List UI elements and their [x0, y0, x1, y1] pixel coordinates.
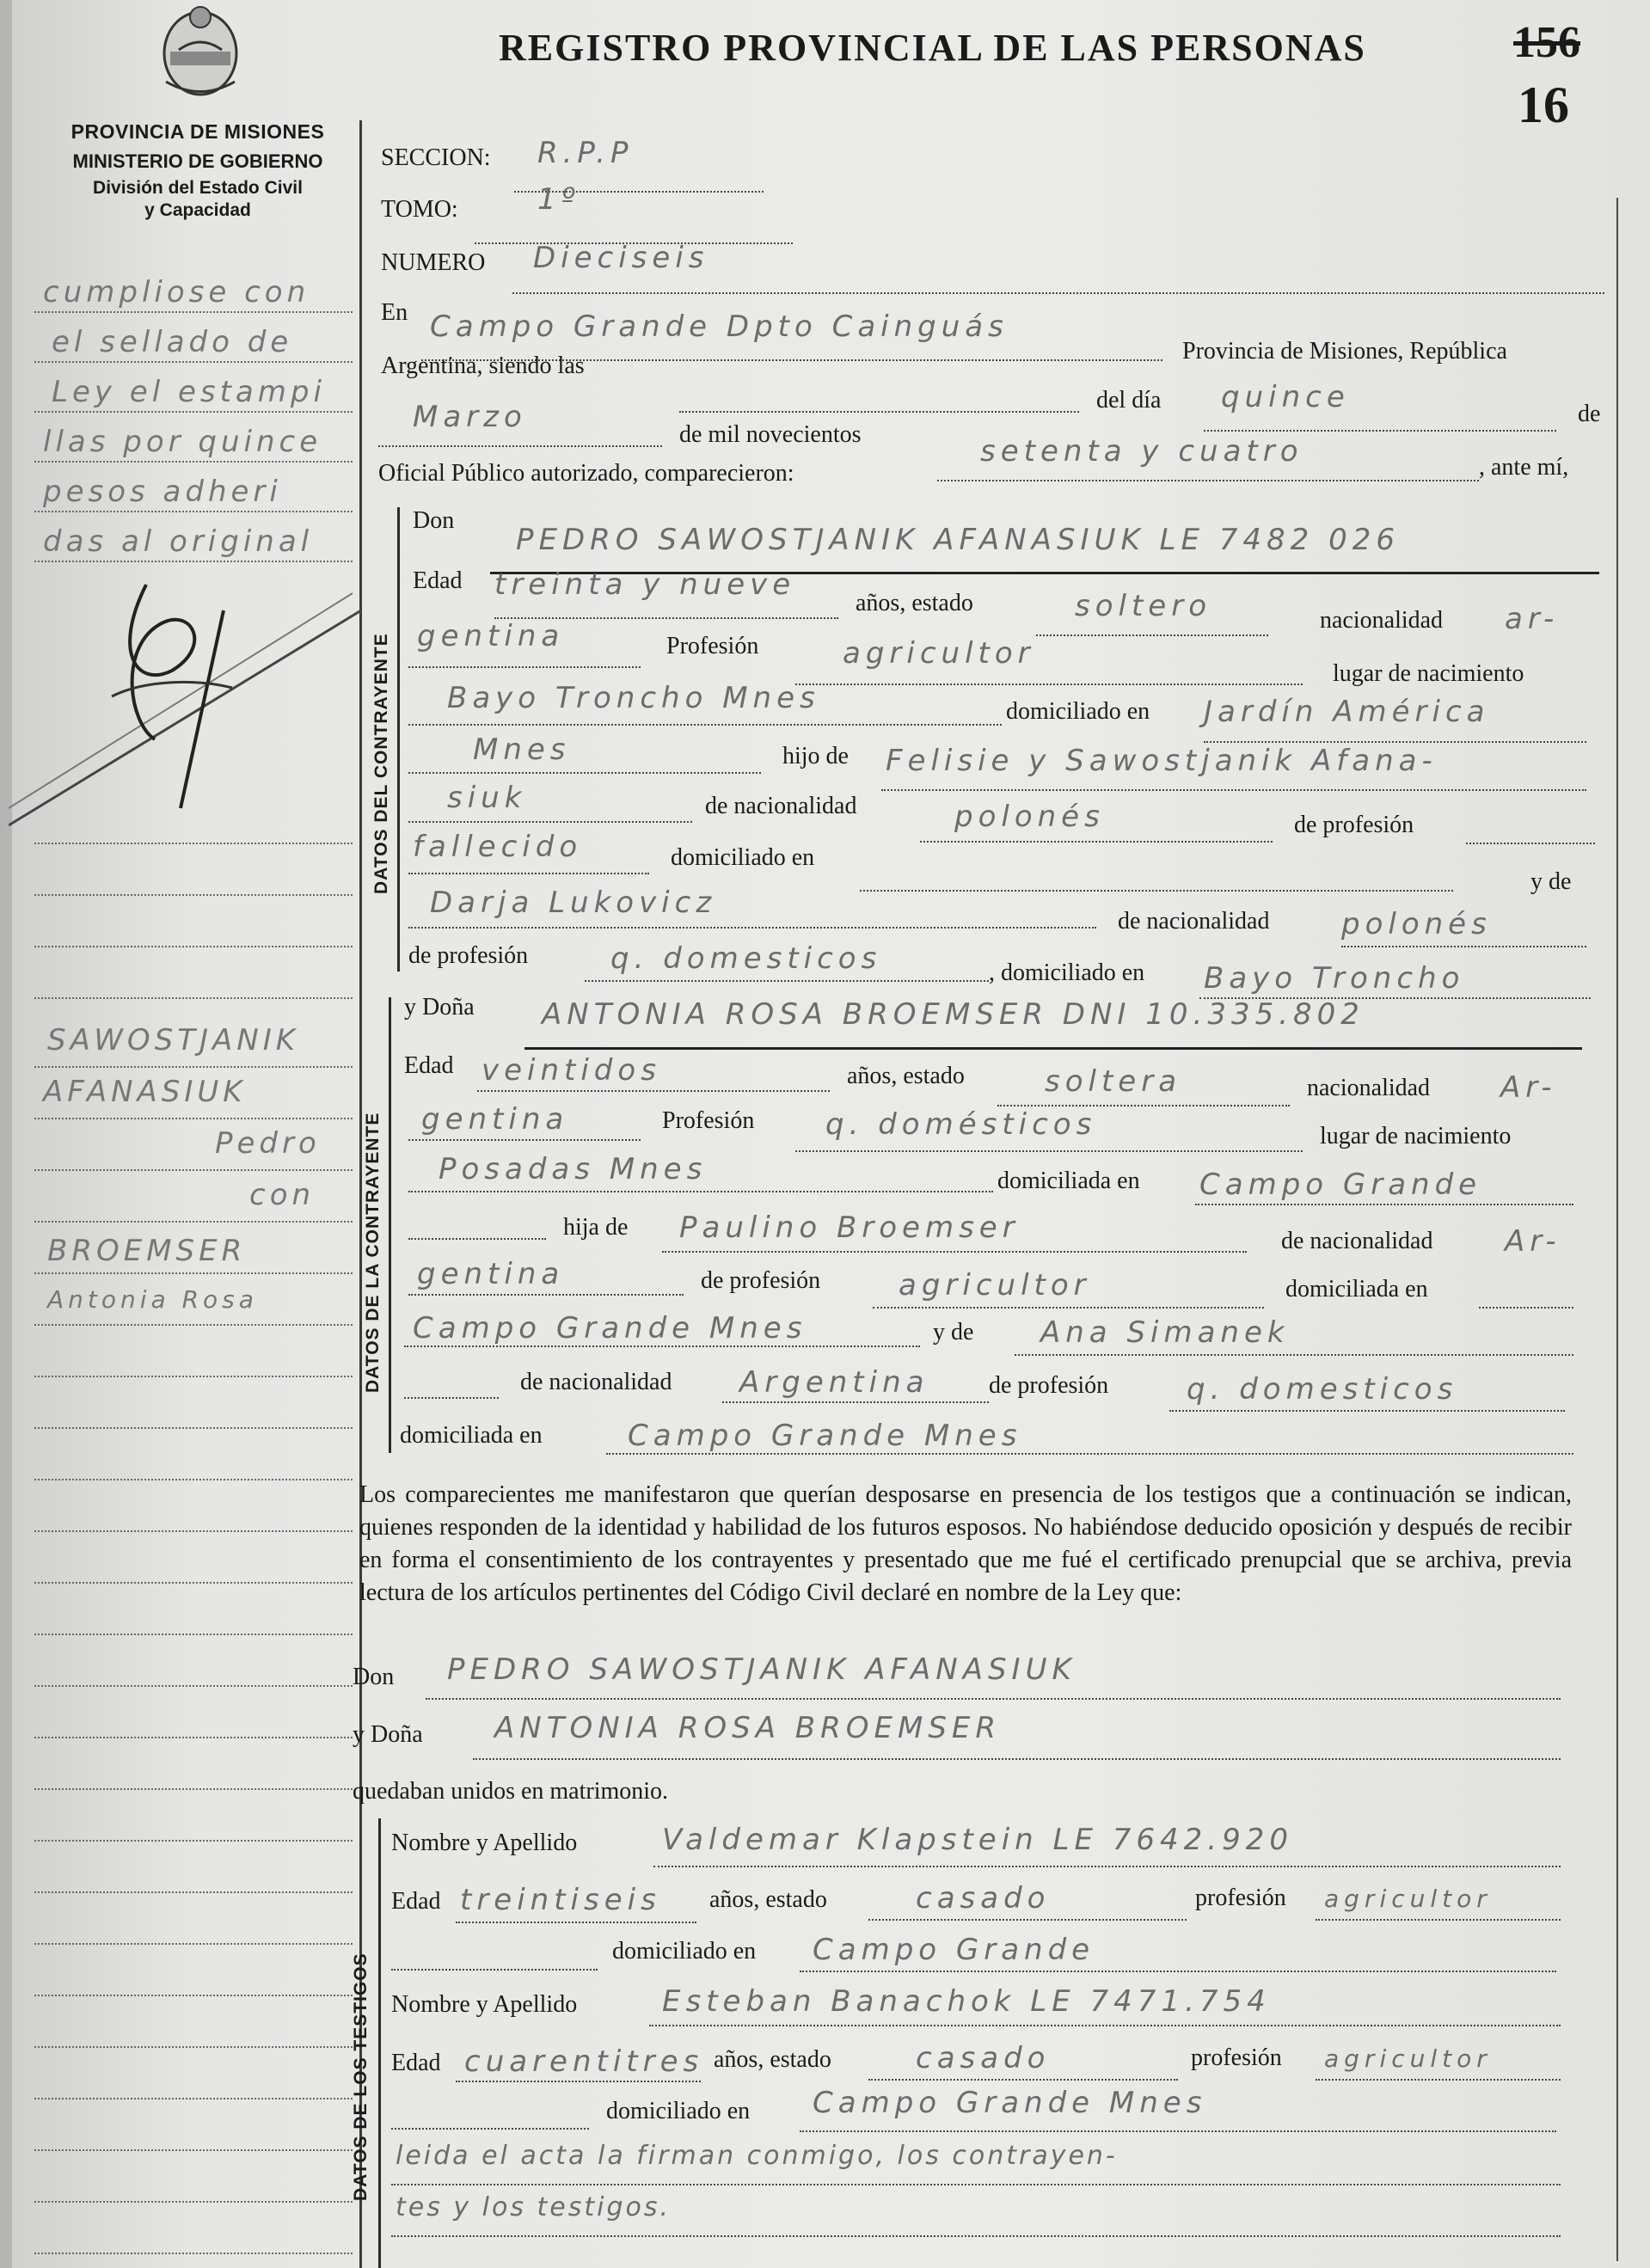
quedaban-label: quedaban unidos en matrimonio.	[353, 1778, 669, 1805]
profesion-value: agricultor	[843, 636, 1035, 671]
page-title: REGISTRO PROVINCIAL DE LAS PERSONAS	[499, 27, 1366, 69]
division-label: División del Estado Civil	[93, 178, 303, 198]
province-label: PROVINCIA DE MISIONES	[71, 120, 325, 143]
closing-note-2: tes y los testigos.	[396, 2192, 672, 2222]
de-profesion-label-2: de profesión	[408, 942, 529, 969]
de-nacionalidad-label-4: de nacionalidad	[520, 1369, 672, 1395]
margin-name-3: Pedro	[215, 1126, 321, 1161]
anos-estado-label: años, estado	[856, 590, 973, 616]
y-dona-label: y Doña	[404, 994, 475, 1021]
t2-nombre-value: Esteban Banachok LE 7471.754	[662, 1984, 1271, 2019]
t1-nombre-value: Valdemar Klapstein LE 7642.920	[662, 1823, 1293, 1857]
margin-note-1: cumpliose con	[43, 275, 310, 310]
de-nacionalidad-label-3: de nacionalidad	[1281, 1228, 1433, 1254]
nacionalidad-label-2: nacionalidad	[1307, 1075, 1431, 1101]
edad-label-2: Edad	[404, 1052, 454, 1079]
edad-label-3: Edad	[391, 1888, 441, 1915]
margin-name-2: AFANASIUK	[43, 1075, 247, 1109]
seccion-label: SECCION:	[381, 144, 491, 171]
domiciliado-label-3: , domiciliado en	[989, 959, 1145, 986]
madre-value: Darja Lukovicz	[430, 886, 717, 920]
page-edge	[0, 0, 12, 2268]
tomo-label: TOMO:	[381, 196, 458, 223]
t1-prof-value: agricultor	[1324, 1885, 1492, 1913]
numero-value: Dieciseis	[533, 241, 709, 275]
ante-mi-label: , ante mí,	[1479, 454, 1569, 481]
dona-padre-nac-value-2: gentina	[417, 1257, 565, 1291]
margin-note-4: llas por quince	[43, 425, 322, 459]
padre-value-2: siuk	[447, 781, 527, 815]
folio-number: 16	[1518, 77, 1569, 133]
nombre-apellido-label-2: Nombre y Apellido	[391, 1991, 578, 2018]
side-label-contrayente-f: DATOS DE LA CONTRAYENTE	[363, 1112, 383, 1393]
dona-padre-nac-value: Ar-	[1505, 1224, 1561, 1259]
domiciliada-label-2: domiciliada en	[1285, 1276, 1428, 1303]
dona-padre-prof-value: agricultor	[899, 1268, 1091, 1303]
t2-edad-value: cuarentitres	[464, 2044, 704, 2079]
de-profesion-label-4: de profesión	[989, 1372, 1109, 1399]
edad-label: Edad	[413, 567, 463, 594]
dona-lugar-value: Posadas Mnes	[439, 1152, 708, 1186]
edad-value: treinta y nueve	[494, 567, 796, 602]
profesion-label-2: Profesión	[662, 1107, 755, 1134]
madre-prof-value: q. domesticos	[610, 941, 882, 976]
argentina-label: Argentina, siendo las	[381, 352, 585, 379]
dona-nac-value: Ar-	[1500, 1070, 1557, 1105]
y-dona-label-2: y Doña	[353, 1721, 423, 1748]
padre-nac-value: polonés	[954, 800, 1105, 834]
dona-nac-value-2: gentina	[421, 1102, 569, 1137]
t2-prof-value: agricultor	[1324, 2044, 1492, 2073]
nacionalidad-value: ar-	[1505, 602, 1560, 636]
dona-value: ANTONIA ROSA BROEMSER DNI 10.335.802	[542, 997, 1365, 1032]
margin-divider	[359, 120, 362, 2268]
margin-note-3: Ley el estampi	[52, 375, 326, 409]
don-value: PEDRO SAWOSTJANIK AFANASIUK LE 7482 026	[516, 523, 1401, 557]
padre-prof-value: fallecido	[413, 830, 583, 864]
dona-edad-value: veintidos	[482, 1053, 661, 1088]
margin-name-5: BROEMSER	[47, 1234, 247, 1268]
folio-number-crossed: 156	[1513, 18, 1580, 67]
dona-dom-value: Campo Grande	[1199, 1168, 1482, 1202]
anos-estado-label-3: años, estado	[709, 1886, 827, 1913]
margin-name-6: Antonia Rosa	[47, 1285, 258, 1314]
en-value: Campo Grande Dpto Cainguás	[430, 310, 1009, 344]
nacionalidad-label: nacionalidad	[1320, 607, 1444, 634]
anio-value: setenta y cuatro	[980, 434, 1303, 469]
domiciliado-label-2: domiciliado en	[671, 844, 815, 871]
domicilio-value: Jardín América	[1204, 695, 1490, 729]
margin-name-1: SAWOSTJANIK	[47, 1023, 300, 1057]
profesion-label-3: profesión	[1195, 1885, 1286, 1911]
t2-estado-value: casado	[916, 2041, 1051, 2075]
en-label: En	[381, 299, 408, 326]
de-nacionalidad-label: de nacionalidad	[705, 793, 857, 819]
hijo-de-label: hijo de	[782, 743, 849, 769]
lugar-nac-value: Bayo Troncho Mnes	[447, 681, 820, 715]
de-profesion-label: de profesión	[1294, 812, 1414, 838]
margin-note-2: el sellado de	[52, 325, 293, 359]
tomo-value: 1º	[537, 182, 580, 217]
side-label-testigos: DATOS DE LOS TESTIGOS	[351, 1952, 371, 2201]
hija-de-label: hija de	[563, 1214, 629, 1241]
profesion-label: Profesión	[666, 633, 759, 659]
de-mil-label: de mil novecientos	[679, 421, 862, 448]
domiciliado-label: domiciliado en	[1006, 698, 1150, 725]
domiciliado-label-5: domiciliado en	[606, 2098, 751, 2124]
dona-madre-nac-value: Argentina	[739, 1365, 929, 1400]
dona-padre-dom-value: Campo Grande Mnes	[413, 1311, 807, 1345]
dia-value: quince	[1221, 380, 1350, 414]
domiciliada-label: domiciliada en	[997, 1168, 1140, 1194]
de-profesion-label-3: de profesión	[701, 1267, 821, 1294]
anos-estado-label-4: años, estado	[714, 2046, 831, 2073]
t2-dom-value: Campo Grande Mnes	[813, 2086, 1207, 2120]
edad-label-4: Edad	[391, 2050, 441, 2076]
nacionalidad-value-2: gentina	[417, 619, 565, 653]
domicilio-value-2: Mnes	[473, 733, 571, 767]
right-border	[1616, 198, 1618, 2261]
don-label-2: Don	[353, 1664, 395, 1690]
mes-value: Marzo	[413, 400, 527, 434]
oficial-label: Oficial Público autorizado, comparecieron:	[378, 460, 794, 487]
t1-edad-value: treintiseis	[460, 1883, 661, 1917]
decl-dona-value: ANTONIA ROSA BROEMSER	[494, 1711, 1002, 1745]
de-label: de	[1578, 401, 1601, 427]
division-label-2: y Capacidad	[144, 200, 251, 220]
de-nacionalidad-label-2: de nacionalidad	[1118, 908, 1270, 935]
padre-value: Felisie y Sawostjanik Afana-	[886, 744, 1438, 778]
declaration-paragraph: Los comparecientes me manifestaron que querían desposarse en presencia de los testigos que a continuación se indican, quienes responden de la identidad y habilidad de los futuros esposos. No habiéndose deducido oposición y después de recibir en forma el consentimiento de los contrayentes y presentado que me fué el certificado prenupcial que se archiva, previa lectura de los artículos pertinentes del Código Civil declaré en nombre de la Ley que:	[359, 1481, 1572, 1606]
t1-estado-value: casado	[916, 1881, 1051, 1916]
margin-note-5: pesos adheri	[43, 475, 282, 509]
dona-madre-value: Ana Simanek	[1040, 1315, 1290, 1350]
numero-label: NUMERO	[381, 249, 486, 276]
madre-dom-value: Bayo Troncho	[1204, 961, 1465, 996]
lugar-nac-label: lugar de nacimiento	[1333, 660, 1524, 687]
side-label-contrayente: DATOS DEL CONTRAYENTE	[371, 633, 391, 894]
del-dia-label: del día	[1096, 387, 1162, 414]
profesion-label-4: profesión	[1191, 2044, 1282, 2071]
dona-madre-prof-value: q. domesticos	[1187, 1372, 1458, 1407]
y-de-label-2: y de	[933, 1319, 974, 1345]
lugar-nac-label-2: lugar de nacimiento	[1320, 1123, 1512, 1149]
anos-estado-label-2: años, estado	[847, 1063, 965, 1089]
t1-dom-value: Campo Grande	[813, 1933, 1095, 1967]
seccion-value: R.P.P	[537, 136, 634, 170]
dona-prof-value: q. domésticos	[825, 1107, 1097, 1142]
y-de-label: y de	[1530, 868, 1572, 895]
madre-nac-value: polonés	[1341, 907, 1492, 941]
provincia-label: Provincia de Misiones, República	[1182, 338, 1507, 365]
closing-note-1: leida el acta la firman conmigo, los contrayen-	[396, 2141, 1118, 2171]
don-label: Don	[413, 507, 455, 534]
ministry-label: MINISTERIO DE GOBIERNO	[72, 150, 323, 172]
margin-name-4: con	[249, 1178, 316, 1212]
coat-of-arms-icon	[153, 0, 248, 101]
domiciliado-label-4: domiciliado en	[612, 1938, 757, 1965]
domiciliada-label-3: domiciliada en	[400, 1422, 543, 1449]
signature-stamp	[9, 550, 370, 843]
decl-don-value: PEDRO SAWOSTJANIK AFANASIUK	[447, 1652, 1076, 1687]
estado-value: soltero	[1075, 589, 1211, 623]
issuer-block	[34, 120, 361, 221]
dona-madre-dom-value: Campo Grande Mnes	[628, 1419, 1022, 1453]
dona-estado-value: soltera	[1045, 1064, 1182, 1099]
margin-note-6: das al original	[43, 524, 314, 559]
nombre-apellido-label: Nombre y Apellido	[391, 1830, 578, 1856]
dona-padre-value: Paulino Broemser	[679, 1211, 1020, 1245]
